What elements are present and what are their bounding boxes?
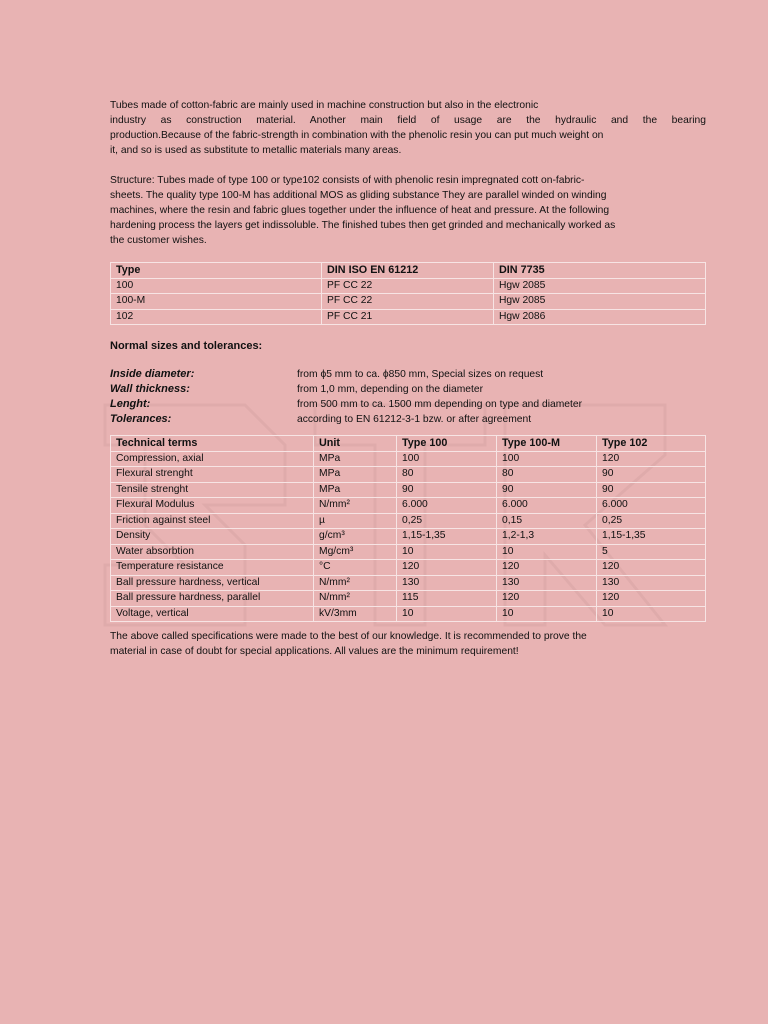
- table-cell: 6.000: [397, 498, 497, 514]
- table-cell: 5: [597, 544, 706, 560]
- table-cell: 0,25: [397, 513, 497, 529]
- table-cell: 10: [397, 606, 497, 622]
- intro-line: Tubes made of cotton-fabric are mainly used in machine construction but also in the electronic: [110, 100, 539, 111]
- header-cell: Type 100-M: [497, 436, 597, 452]
- table-cell: 120: [597, 451, 706, 467]
- header-cell: DIN 7735: [494, 263, 706, 279]
- type-table-header: [111, 263, 706, 279]
- header-cell: Unit: [314, 436, 397, 452]
- table-cell: g/cm³: [314, 529, 397, 545]
- table-cell: Ball pressure hardness, parallel: [111, 591, 314, 607]
- size-label: Wall thickness:: [110, 383, 190, 395]
- footer-paragraph: [110, 629, 706, 659]
- size-label: Tolerances:: [110, 413, 172, 425]
- table-row: [111, 451, 706, 467]
- table-cell: PF CC 22: [322, 278, 494, 294]
- table-cell: µ: [314, 513, 397, 529]
- sizes-list: [110, 367, 706, 427]
- table-cell: 80: [397, 467, 497, 483]
- table-cell: 100-M: [111, 294, 322, 310]
- technical-table-header: [111, 436, 706, 452]
- table-cell: Flexural Modulus: [111, 498, 314, 514]
- table-cell: 120: [397, 560, 497, 576]
- table-cell: 90: [597, 482, 706, 498]
- intro-line: production.Because of the fabric-strength in combination with the phenolic resin you can put much weight on: [110, 130, 604, 141]
- table-cell: 100: [497, 451, 597, 467]
- table-row: [111, 529, 706, 545]
- table-cell: 130: [397, 575, 497, 591]
- table-cell: 0,25: [597, 513, 706, 529]
- table-cell: 10: [397, 544, 497, 560]
- table-row: [111, 544, 706, 560]
- table-cell: 1,2-1,3: [497, 529, 597, 545]
- table-cell: 10: [597, 606, 706, 622]
- technical-table-body: [111, 451, 706, 622]
- table-row: [111, 560, 706, 576]
- size-label: Inside diameter:: [110, 368, 195, 380]
- header-cell: Type 100: [397, 436, 497, 452]
- size-value: from 1,0 mm, depending on the diameter: [297, 384, 484, 395]
- table-cell: °C: [314, 560, 397, 576]
- table-cell: 1,15-1,35: [597, 529, 706, 545]
- table-cell: Flexural strenght: [111, 467, 314, 483]
- structure-line: Structure: Tubes made of type 100 or type102 consists of with phenolic resin impregnated cott on-fabric-: [110, 175, 585, 186]
- table-cell: Density: [111, 529, 314, 545]
- sizes-heading: Normal sizes and tolerances:: [110, 340, 263, 352]
- size-value: from 500 mm to ca. 1500 mm depending on type and diameter: [297, 399, 583, 410]
- table-cell: 80: [497, 467, 597, 483]
- table-row: [111, 606, 706, 622]
- structure-line: sheets. The quality type 100-M has additional MOS as gliding substance They are parallel winded on winding: [110, 190, 607, 201]
- table-cell: 102: [111, 309, 322, 325]
- table-cell: 115: [397, 591, 497, 607]
- table-cell: Compression, axial: [111, 451, 314, 467]
- footer-line: The above called specifications were made to the best of our knowledge. It is recommended to prove the: [110, 631, 587, 642]
- table-row: [111, 294, 706, 310]
- table-cell: PF CC 22: [322, 294, 494, 310]
- table-cell: PF CC 21: [322, 309, 494, 325]
- footer-line: material in case of doubt for special applications. All values are the minimum requirement!: [110, 646, 519, 657]
- table-cell: 90: [597, 467, 706, 483]
- table-cell: Hgw 2086: [494, 309, 706, 325]
- header-cell: Type: [111, 263, 322, 279]
- table-cell: 0,15: [497, 513, 597, 529]
- table-cell: 6.000: [497, 498, 597, 514]
- table-cell: MPa: [314, 451, 397, 467]
- table-cell: kV/3mm: [314, 606, 397, 622]
- table-row: [111, 591, 706, 607]
- table-cell: N/mm²: [314, 591, 397, 607]
- structure-line: machines, where the resin and fabric glues together under the influence of heat and pressure. At the following: [110, 205, 610, 216]
- table-cell: 10: [497, 544, 597, 560]
- type-table: [110, 262, 706, 325]
- table-row: [111, 278, 706, 294]
- table-cell: 120: [497, 591, 597, 607]
- table-cell: Hgw 2085: [494, 294, 706, 310]
- table-cell: 6.000: [597, 498, 706, 514]
- table-cell: 1,15-1,35: [397, 529, 497, 545]
- structure-line: the customer wishes.: [110, 235, 207, 246]
- table-cell: Voltage, vertical: [111, 606, 314, 622]
- table-cell: 90: [397, 482, 497, 498]
- intro-line: it, and so is used as substitute to metallic materials many areas.: [110, 145, 402, 156]
- table-row: [111, 309, 706, 325]
- table-cell: 100: [111, 278, 322, 294]
- table-cell: 130: [597, 575, 706, 591]
- size-label: Lenght:: [110, 398, 151, 410]
- structure-line: hardening process the layers get indissoluble. The finished tubes then get grinded and mechanically worked as: [110, 220, 616, 231]
- table-cell: Ball pressure hardness, vertical: [111, 575, 314, 591]
- table-cell: 120: [497, 560, 597, 576]
- table-cell: N/mm²: [314, 498, 397, 514]
- header-cell: DIN ISO EN 61212: [322, 263, 494, 279]
- table-cell: Tensile strenght: [111, 482, 314, 498]
- table-cell: 90: [497, 482, 597, 498]
- intro-paragraph-justified: [110, 113, 706, 128]
- table-cell: Friction against steel: [111, 513, 314, 529]
- table-row: [111, 513, 706, 529]
- intro-paragraph: [110, 98, 706, 113]
- structure-paragraph: [110, 173, 706, 248]
- size-value: according to EN 61212-3-1 bzw. or after agreement: [297, 414, 532, 425]
- document-page: [110, 98, 706, 659]
- technical-table: [110, 435, 706, 622]
- size-item: [110, 382, 706, 397]
- table-cell: 120: [597, 560, 706, 576]
- table-cell: 100: [397, 451, 497, 467]
- header-cell: Technical terms: [111, 436, 314, 452]
- size-value: from ϕ5 mm to ca. ϕ850 mm, Special sizes on request: [297, 369, 544, 380]
- size-item: [110, 412, 706, 427]
- table-cell: 120: [597, 591, 706, 607]
- intro-paragraph-end: [110, 128, 706, 158]
- table-row: [111, 467, 706, 483]
- table-row: [111, 498, 706, 514]
- table-cell: 10: [497, 606, 597, 622]
- table-cell: Hgw 2085: [494, 278, 706, 294]
- table-cell: MPa: [314, 482, 397, 498]
- table-cell: 130: [497, 575, 597, 591]
- table-cell: Water absorbtion: [111, 544, 314, 560]
- table-row: [111, 575, 706, 591]
- table-cell: Temperature resistance: [111, 560, 314, 576]
- table-row: [111, 482, 706, 498]
- table-cell: MPa: [314, 467, 397, 483]
- table-cell: Mg/cm³: [314, 544, 397, 560]
- intro-line: industry as construction material. Another main field of usage are the hydraulic and the bearing: [110, 115, 706, 126]
- size-item: [110, 367, 706, 382]
- header-cell: Type 102: [597, 436, 706, 452]
- table-cell: N/mm²: [314, 575, 397, 591]
- size-item: [110, 397, 706, 412]
